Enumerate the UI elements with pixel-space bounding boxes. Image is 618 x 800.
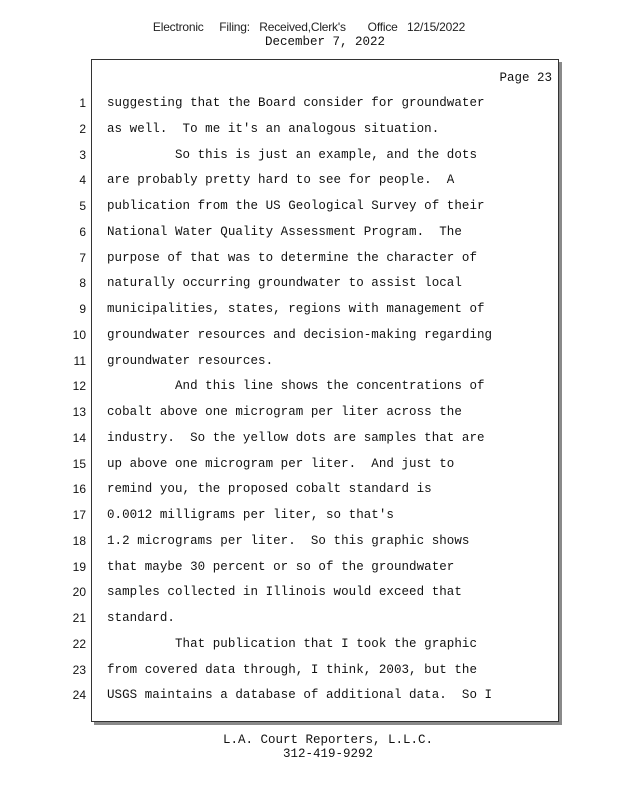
line-number: 15 (72, 456, 86, 471)
line-number: 8 (79, 276, 86, 291)
transcript-text (107, 95, 547, 713)
transcript-line: 0.0012 milligrams per liter, so that's (107, 508, 394, 522)
line-number-column (56, 95, 86, 713)
line-number: 2 (79, 121, 86, 136)
line-number: 12 (72, 379, 86, 394)
page-number: Page 23 (499, 71, 552, 85)
transcript-line: from covered data through, I think, 2003, but the (107, 662, 478, 677)
transcript-line: groundwater resources. (107, 353, 274, 368)
line-number: 6 (79, 224, 86, 239)
line-number: 9 (79, 302, 86, 316)
line-number: 17 (72, 508, 86, 522)
reporter-name: L.A. Court Reporters, L.L.C. (222, 733, 434, 747)
transcript-line: cobalt above one microgram per liter across the (107, 405, 462, 419)
transcript-line: are probably pretty hard to see for people. A (107, 173, 455, 188)
transcript-line: samples collected in Illinois would exceed that (107, 585, 462, 600)
line-number: 1 (79, 96, 86, 110)
transcript-line: publication from the US Geological Survey of their (107, 199, 485, 213)
line-number: 10 (72, 327, 86, 342)
transcript-line: suggesting that the Board consider for groundwater (107, 96, 485, 110)
line-number: 22 (72, 636, 86, 651)
line-number: 24 (72, 688, 86, 703)
reporter-phone: 312-419-9292 (282, 747, 373, 761)
transcript-line: naturally occurring groundwater to assist local (107, 276, 462, 291)
filing-stamp: Electronic Filing: Received,Clerk's Office 12/15/2022 (152, 20, 466, 34)
transcript-line: And this line shows the concentrations of (107, 379, 485, 394)
transcript-line: as well. To me it's an analogous situation. (107, 121, 440, 136)
transcript-line: National Water Quality Assessment Program. The (107, 224, 462, 239)
line-number: 20 (72, 585, 86, 600)
line-number: 18 (72, 533, 86, 548)
line-number: 11 (73, 353, 86, 368)
line-number: 4 (79, 173, 86, 188)
transcript-line: municipalities, states, regions with management of (107, 302, 485, 316)
hearing-date: December 7, 2022 (264, 35, 386, 49)
line-number: 19 (72, 559, 86, 574)
transcript-line: That publication that I took the graphic (107, 636, 478, 651)
transcript-line: standard. (107, 611, 175, 625)
line-number: 23 (72, 662, 86, 677)
line-number: 16 (72, 482, 86, 497)
transcript-line: USGS maintains a database of additional data. So I (107, 688, 493, 703)
transcript-line: that maybe 30 percent or so of the groundwater (107, 559, 455, 574)
line-number: 14 (72, 430, 86, 445)
line-number: 3 (79, 147, 86, 162)
line-number: 13 (72, 405, 86, 419)
transcript-line: up above one microgram per liter. And just to (107, 456, 455, 471)
line-number: 21 (72, 611, 86, 625)
transcript-line: groundwater resources and decision-making regarding (107, 327, 493, 342)
transcript-line: So this is just an example, and the dots (107, 147, 478, 162)
reporter-footer (0, 733, 618, 761)
transcript-line: remind you, the proposed cobalt standard is (107, 482, 432, 497)
transcript-line: 1.2 micrograms per liter. So this graphic shows (107, 533, 470, 548)
transcript-line: purpose of that was to determine the character of (107, 250, 478, 265)
line-number: 7 (79, 250, 86, 265)
transcript-line: industry. So the yellow dots are samples that are (107, 430, 485, 445)
line-number: 5 (79, 199, 86, 213)
